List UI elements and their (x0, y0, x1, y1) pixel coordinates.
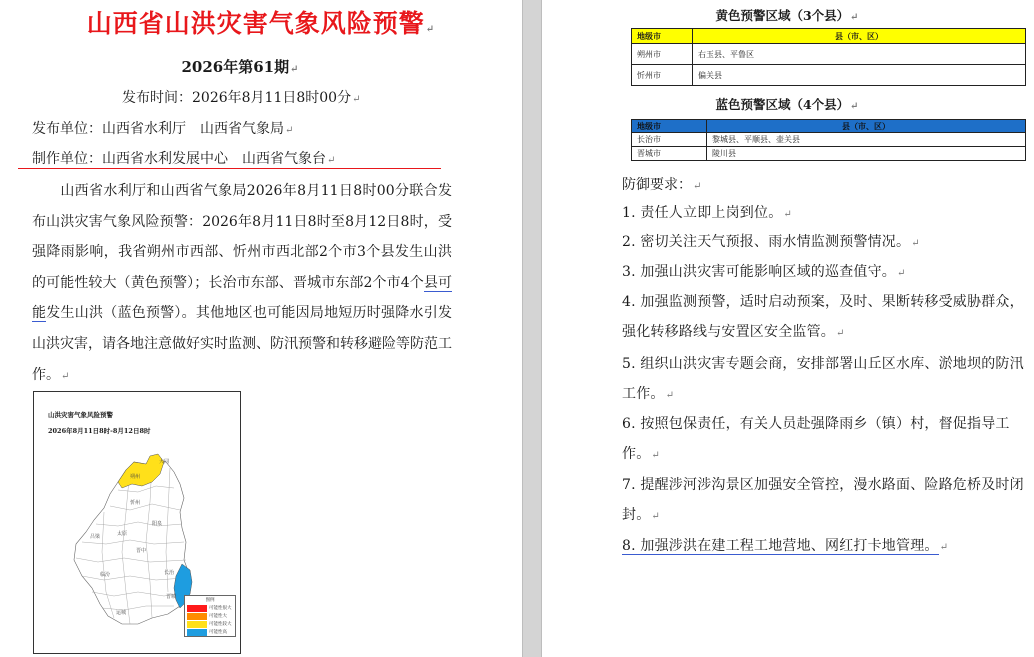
map-subtitle: 2026年8月11日8时-8月12日8时 (48, 427, 151, 435)
requirement-item: 4. 加强监测预警，适时启动预案，及时、果断转移受威胁群众，强化转移路线与安置区安全监管。↵ (622, 294, 1024, 341)
requirement-item: 7. 提醒涉河涉沟景区加强安全管控，漫水路面、险路危桥及时闭封。↵ (622, 477, 1024, 524)
table-cell: 黎城县、平顺县、壶关县 (707, 133, 1026, 147)
legend-row (185, 612, 235, 620)
requirement-item: 5. 组织山洪灾害专题会商，安排部署山丘区水库、淤地坝的防汛工作。↵ (622, 356, 1024, 403)
city-label: 阳泉 (152, 521, 163, 527)
table-header-cell: 地级市 (632, 120, 707, 133)
legend-swatch (187, 629, 207, 636)
legend-label: 可能性大 (209, 614, 227, 619)
legend-swatch (187, 605, 207, 612)
main-paragraph: 山西省水利厅和山西省气象局2026年8月11日8时00分联合发布山洪灾害气象风险预警：2026年8月11日8时至8月12日8时，受强降雨影响，我省朔州市西部、忻州市西北部2个市3个县发生山洪的可能性较大（黄色预警）；长治市东部、晋城市东部2个市4个县可能发生山洪（蓝色预警）。其他地区也可能因局地短历时强降水引发山洪灾害，请各地注意做好实时监测、防汛预警和转移避险等防范工作。↵ (32, 183, 453, 383)
city-label: 大同 (159, 459, 170, 465)
city-label: 运城 (116, 610, 127, 616)
table-cell: 忻州市 (632, 65, 693, 86)
city-label: 吕梁 (90, 534, 101, 540)
city-label: 晋中 (136, 548, 147, 554)
table-row (632, 44, 1026, 65)
legend-label: 可能性高 (209, 630, 227, 635)
defense-title: 防御要求：↵ (622, 177, 702, 193)
document-title: 山西省山洪灾害气象风险预警↵ (86, 9, 436, 38)
blue-section-title: 蓝色预警区域（4个县）↵ (715, 97, 859, 112)
table-header-row (632, 29, 1026, 44)
table-row (632, 133, 1026, 147)
city-label: 太原 (117, 531, 128, 537)
producer-line: 制作单位：山西省水利发展中心 山西省气象台↵ (32, 151, 336, 167)
table-cell: 晋城市 (632, 147, 707, 161)
table-cell: 陵川县 (707, 147, 1026, 161)
table-cell: 偏关县 (693, 65, 1026, 86)
table-cell: 右玉县、平鲁区 (693, 44, 1026, 65)
table-header-cell: 地级市 (632, 29, 693, 44)
map-legend (184, 595, 236, 637)
requirement-item: 1. 责任人立即上岗到位。↵ (622, 205, 793, 221)
legend-row (185, 604, 235, 612)
legend-swatch (187, 621, 207, 628)
legend-row (185, 628, 235, 636)
publish-time: 发布时间：2026年8月11日8时00分↵ (122, 90, 361, 106)
red-divider (18, 168, 441, 169)
city-label: 晋城 (166, 594, 177, 600)
requirement-item: 3. 加强山洪灾害可能影响区域的巡查值守。↵ (622, 264, 906, 280)
table-row (632, 65, 1026, 86)
city-label: 朔州 (130, 474, 141, 480)
legend-label: 可能性很大 (209, 606, 232, 611)
page-gutter (522, 0, 542, 657)
requirement-item: 2. 密切关注天气预报、雨水情监测预警情况。↵ (622, 234, 920, 250)
legend-title: 图例 (205, 598, 215, 603)
publisher-line: 发布单位：山西省水利厅 山西省气象局↵ (32, 121, 294, 137)
table-cell: 朔州市 (632, 44, 693, 65)
table-cell: 长治市 (632, 133, 707, 147)
document-page-right (542, 0, 1034, 657)
city-label: 临汾 (100, 572, 111, 578)
legend-swatch (187, 613, 207, 620)
table-header-cell: 县（市、区） (707, 120, 1026, 133)
warning-map (33, 391, 241, 654)
city-label: 长治 (164, 570, 175, 576)
table-header-cell: 县（市、区） (693, 29, 1026, 44)
table-row (632, 147, 1026, 161)
requirement-item: 8. 加强涉洪在建工程工地营地、网红打卡地管理。↵ (622, 538, 949, 554)
city-label: 忻州 (130, 500, 141, 506)
yellow-warning-table (631, 28, 1026, 86)
issue-number: 2026年第61期↵ (181, 58, 299, 76)
yellow-section-title: 黄色预警区域（3个县）↵ (715, 8, 859, 23)
table-header-row (632, 120, 1026, 133)
map-title: 山洪灾害气象风险预警 (48, 411, 113, 419)
legend-label: 可能性较大 (209, 622, 232, 627)
legend-row (185, 620, 235, 628)
blue-warning-table (631, 119, 1026, 161)
requirement-item: 6. 按照包保责任，有关人员赴强降雨乡（镇）村，督促指导工作。↵ (622, 416, 1010, 463)
